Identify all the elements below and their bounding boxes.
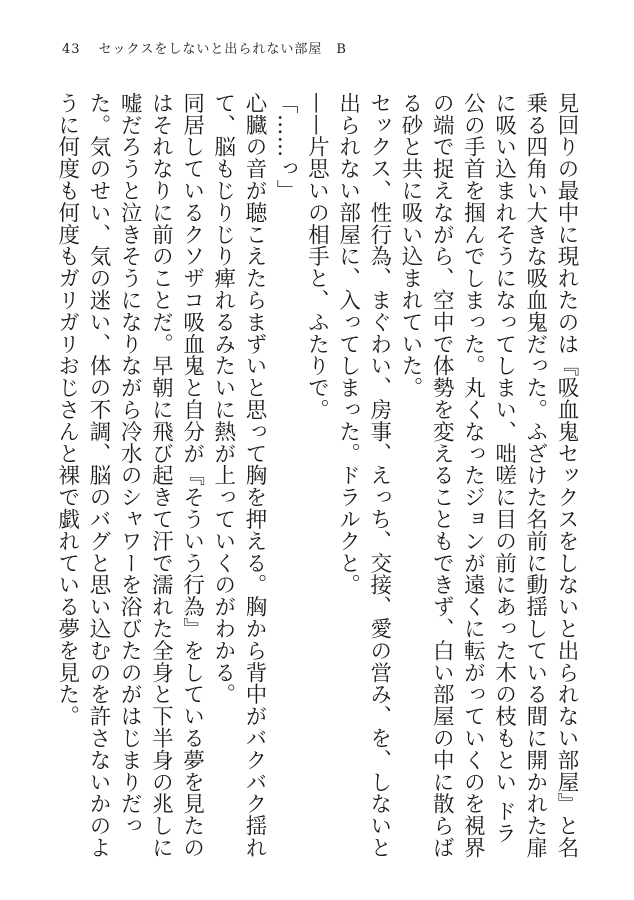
paragraph: ——片思いの相手と、ふたりで。 <box>304 92 330 421</box>
paragraph: セックス、性行為、まぐわい、房事、えっち、交接、愛の営み、を、しないと出られない部屋に、入ってしまった。ドラルクと。 <box>335 92 392 859</box>
vertical-body-text <box>52 92 582 862</box>
page-number: 43 <box>62 42 81 57</box>
paragraph: 見回りの最中に現れたのは『吸血鬼セックスをしないと出られない部屋』と名乗る四角い大きな吸血鬼だった。ふざけた名前に動揺している間に開かれた扉に吸い込まれそうになってしまい、咄嗟に目の前にあった木の枝もとい ドラ公の手首を掴んでしまった。丸くなったジョンが遠くに転がっていくのを視界の端で捉えながら、空中で体勢を変えることもできず、白い部屋の中に散らばる砂と共に吸い込まれていた。 <box>397 92 579 859</box>
paragraph: 「……っ」 <box>273 92 299 202</box>
paragraph: 心臓の音が聴こえたらまずいと思って胸を押える。胸から背中がバクバク揺れて、脳もじりじり痺れるみたいに熱が上っていくのがわかる。 <box>210 92 267 859</box>
page-header <box>62 38 347 57</box>
paragraph: 同居しているクソザコ吸血鬼と自分が『そういう行為』をしている夢を見たのはそれなりに前のことだ。早朝に飛び起きて汗で濡れた全身と下半身の兆しに嘘だろうと泣きそうになりながら冷水のシャワーを浴びたのがはじまりだった。気のせい、気の迷い、体の不調、脳のバグと思い込むのを許さないかのように何度も何度もガリガリおじさんと裸で戯れている夢を見た。 <box>54 92 205 859</box>
running-title: セックスをしないと出られない部屋 B <box>98 42 347 57</box>
